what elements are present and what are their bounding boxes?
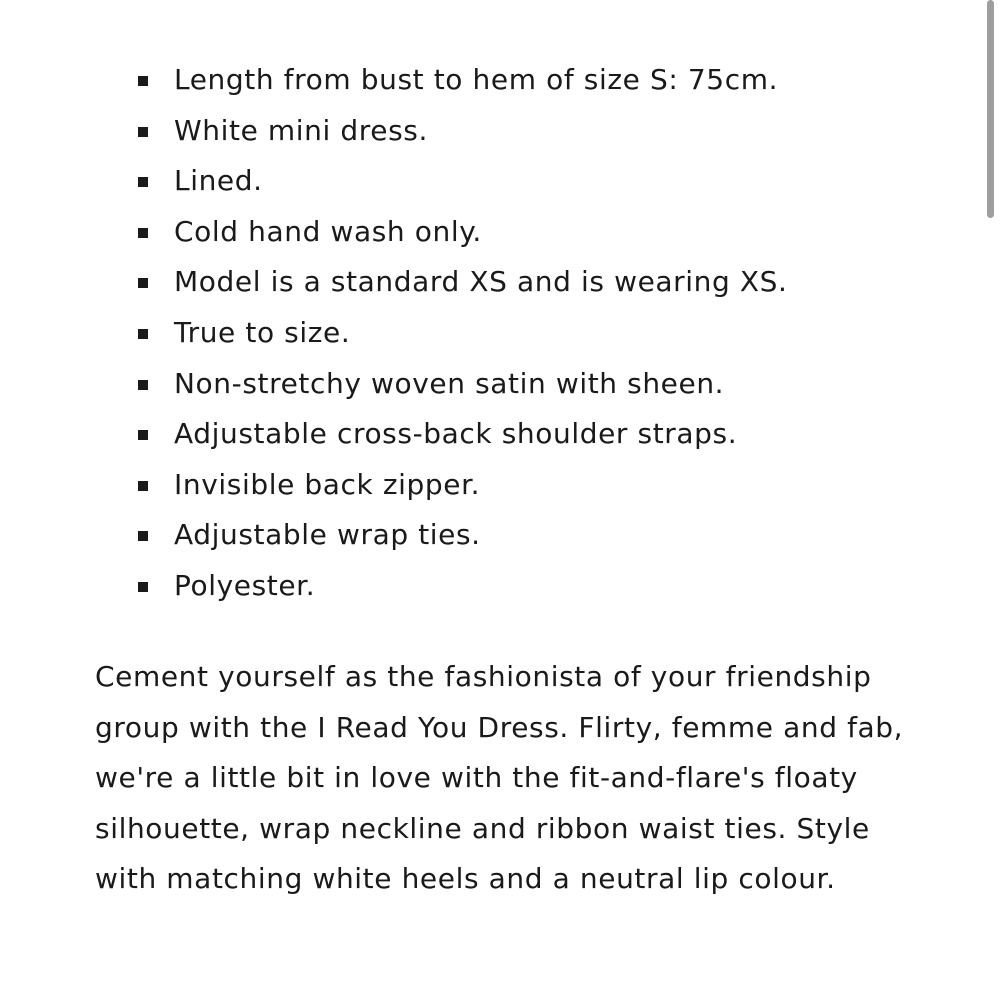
feature-item xyxy=(0,106,960,157)
feature-item xyxy=(0,55,960,106)
feature-item xyxy=(0,561,960,612)
feature-text: Adjustable wrap ties. xyxy=(174,518,481,552)
feature-item xyxy=(0,156,960,207)
square-bullet-icon xyxy=(138,481,148,491)
square-bullet-icon xyxy=(138,278,148,288)
feature-text: Invisible back zipper. xyxy=(174,467,481,501)
square-bullet-icon xyxy=(138,380,148,390)
square-bullet-icon xyxy=(138,76,148,86)
vertical-scrollbar[interactable] xyxy=(987,0,994,218)
feature-item xyxy=(0,359,960,410)
feature-item xyxy=(0,460,960,511)
square-bullet-icon xyxy=(138,177,148,187)
feature-text: Cold hand wash only. xyxy=(174,214,482,248)
feature-text: White mini dress. xyxy=(174,113,428,147)
feature-text: Adjustable cross-back shoulder straps. xyxy=(174,417,738,451)
feature-item xyxy=(0,257,960,308)
square-bullet-icon xyxy=(138,531,148,541)
feature-item xyxy=(0,510,960,561)
feature-text: Length from bust to hem of size S: 75cm. xyxy=(174,63,779,96)
square-bullet-icon xyxy=(138,582,148,592)
feature-item xyxy=(0,308,960,359)
square-bullet-icon xyxy=(138,127,148,137)
feature-item xyxy=(0,207,960,258)
feature-text: Model is a standard XS and is wearing XS. xyxy=(174,265,788,299)
feature-text: True to size. xyxy=(174,315,351,349)
feature-text: Non-stretchy woven satin with sheen. xyxy=(174,366,725,400)
square-bullet-icon xyxy=(138,228,148,238)
feature-item xyxy=(0,409,960,460)
feature-text: Polyester. xyxy=(174,568,316,602)
product-description: Cement yourself as the fashionista of your friendship group with the I Read You Dress. Flirty, femme and fab, we're a little bit in love with the fit-and-flare's floaty silhouette, wrap neckline and ribbon waist ties. Style with matching white heels and a neutral lip colour. xyxy=(95,660,904,896)
feature-text: Lined. xyxy=(174,164,263,198)
square-bullet-icon xyxy=(138,430,148,440)
feature-list xyxy=(0,55,960,612)
square-bullet-icon xyxy=(138,329,148,339)
